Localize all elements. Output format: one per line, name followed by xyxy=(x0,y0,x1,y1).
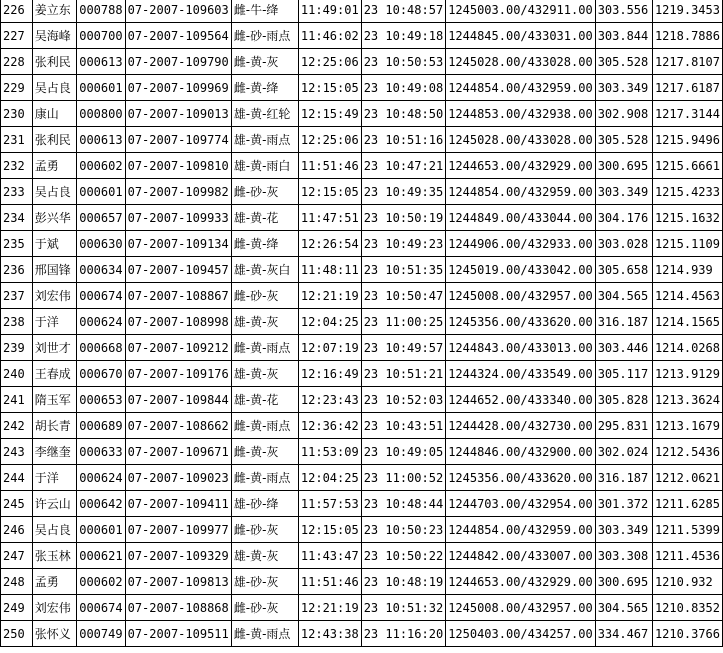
ring-number-cell: 07-2007-109969 xyxy=(125,75,231,101)
owner-name-cell: 许云山 xyxy=(32,491,76,517)
arrival-time-cell: 23 10:50:47 xyxy=(361,283,445,309)
distance-cell: 303.308 xyxy=(595,543,652,569)
distance-cell: 303.556 xyxy=(595,0,652,23)
coordinates-cell: 1245019.00/433042.00 xyxy=(446,257,596,283)
speed-cell: 1210.8352 xyxy=(652,595,722,621)
owner-name-cell: 王春成 xyxy=(32,361,76,387)
distance-cell: 303.349 xyxy=(595,517,652,543)
speed-cell: 1214.4563 xyxy=(652,283,722,309)
sex-color-cell: 雌-砂-灰 xyxy=(231,283,298,309)
distance-cell: 303.446 xyxy=(595,335,652,361)
coordinates-cell: 1244703.00/432954.00 xyxy=(446,491,596,517)
clock-time-cell: 12:07:19 xyxy=(298,335,361,361)
ring-number-cell: 07-2007-108868 xyxy=(125,595,231,621)
arrival-time-cell: 23 10:49:23 xyxy=(361,231,445,257)
coordinates-cell: 1245356.00/433620.00 xyxy=(446,465,596,491)
ring-number-cell: 07-2007-109134 xyxy=(125,231,231,257)
owner-name-cell: 张怀义 xyxy=(32,621,76,647)
table-row xyxy=(1,517,723,543)
arrival-time-cell: 23 10:48:57 xyxy=(361,0,445,23)
member-id-cell: 000689 xyxy=(77,413,125,439)
owner-name-cell: 刘宏伟 xyxy=(32,283,76,309)
coordinates-cell: 1244854.00/432959.00 xyxy=(446,75,596,101)
rank-cell: 243 xyxy=(1,439,33,465)
sex-color-cell: 雌-砂-灰 xyxy=(231,179,298,205)
speed-cell: 1211.5399 xyxy=(652,517,722,543)
speed-cell: 1215.1109 xyxy=(652,231,722,257)
sex-color-cell: 雌-牛-绛 xyxy=(231,0,298,23)
member-id-cell: 000601 xyxy=(77,75,125,101)
distance-cell: 303.028 xyxy=(595,231,652,257)
owner-name-cell: 彭兴华 xyxy=(32,205,76,231)
rank-cell: 244 xyxy=(1,465,33,491)
owner-name-cell: 康山 xyxy=(32,101,76,127)
speed-cell: 1210.3766 xyxy=(652,621,722,647)
distance-cell: 300.695 xyxy=(595,153,652,179)
coordinates-cell: 1244854.00/432959.00 xyxy=(446,517,596,543)
table-row xyxy=(1,335,723,361)
distance-cell: 305.528 xyxy=(595,49,652,75)
member-id-cell: 000633 xyxy=(77,439,125,465)
member-id-cell: 000613 xyxy=(77,127,125,153)
clock-time-cell: 12:43:38 xyxy=(298,621,361,647)
sex-color-cell: 雌-砂-灰 xyxy=(231,517,298,543)
member-id-cell: 000624 xyxy=(77,309,125,335)
distance-cell: 302.908 xyxy=(595,101,652,127)
sex-color-cell: 雌-黄-雨点 xyxy=(231,465,298,491)
member-id-cell: 000788 xyxy=(77,0,125,23)
member-id-cell: 000674 xyxy=(77,595,125,621)
coordinates-cell: 1245028.00/433028.00 xyxy=(446,49,596,75)
distance-cell: 305.117 xyxy=(595,361,652,387)
sex-color-cell: 雌-砂-灰 xyxy=(231,595,298,621)
table-row xyxy=(1,465,723,491)
arrival-time-cell: 23 10:49:08 xyxy=(361,75,445,101)
owner-name-cell: 隋玉军 xyxy=(32,387,76,413)
clock-time-cell: 12:04:25 xyxy=(298,309,361,335)
owner-name-cell: 张利民 xyxy=(32,49,76,75)
clock-time-cell: 11:57:53 xyxy=(298,491,361,517)
ring-number-cell: 07-2007-108998 xyxy=(125,309,231,335)
coordinates-cell: 1245356.00/433620.00 xyxy=(446,309,596,335)
arrival-time-cell: 23 10:50:19 xyxy=(361,205,445,231)
coordinates-cell: 1245028.00/433028.00 xyxy=(446,127,596,153)
arrival-time-cell: 23 10:49:05 xyxy=(361,439,445,465)
results-table-body xyxy=(1,0,723,647)
owner-name-cell: 张玉林 xyxy=(32,543,76,569)
speed-cell: 1211.6285 xyxy=(652,491,722,517)
member-id-cell: 000657 xyxy=(77,205,125,231)
coordinates-cell: 1244652.00/433340.00 xyxy=(446,387,596,413)
distance-cell: 305.828 xyxy=(595,387,652,413)
table-row xyxy=(1,101,723,127)
clock-time-cell: 11:51:46 xyxy=(298,153,361,179)
rank-cell: 237 xyxy=(1,283,33,309)
owner-name-cell: 胡长青 xyxy=(32,413,76,439)
sex-color-cell: 雄-黄-红轮 xyxy=(231,101,298,127)
member-id-cell: 000700 xyxy=(77,23,125,49)
table-row xyxy=(1,543,723,569)
rank-cell: 235 xyxy=(1,231,33,257)
rank-cell: 242 xyxy=(1,413,33,439)
arrival-time-cell: 23 10:49:35 xyxy=(361,179,445,205)
member-id-cell: 000602 xyxy=(77,569,125,595)
sex-color-cell: 雌-黄-灰 xyxy=(231,49,298,75)
speed-cell: 1213.9129 xyxy=(652,361,722,387)
clock-time-cell: 12:36:42 xyxy=(298,413,361,439)
sex-color-cell: 雄-黄-灰白 xyxy=(231,257,298,283)
ring-number-cell: 07-2007-109813 xyxy=(125,569,231,595)
table-row xyxy=(1,205,723,231)
arrival-time-cell: 23 10:49:57 xyxy=(361,335,445,361)
sex-color-cell: 雌-黄-绛 xyxy=(231,231,298,257)
sex-color-cell: 雌-黄-绛 xyxy=(231,75,298,101)
speed-cell: 1217.3144 xyxy=(652,101,722,127)
owner-name-cell: 孟勇 xyxy=(32,569,76,595)
arrival-time-cell: 23 10:47:21 xyxy=(361,153,445,179)
distance-cell: 303.349 xyxy=(595,75,652,101)
speed-cell: 1211.4536 xyxy=(652,543,722,569)
table-row xyxy=(1,179,723,205)
rank-cell: 228 xyxy=(1,49,33,75)
speed-cell: 1214.939 xyxy=(652,257,722,283)
speed-cell: 1217.6187 xyxy=(652,75,722,101)
clock-time-cell: 12:26:54 xyxy=(298,231,361,257)
sex-color-cell: 雌-黄-雨点 xyxy=(231,335,298,361)
table-row xyxy=(1,23,723,49)
arrival-time-cell: 23 10:48:19 xyxy=(361,569,445,595)
coordinates-cell: 1244906.00/432933.00 xyxy=(446,231,596,257)
arrival-time-cell: 23 10:48:50 xyxy=(361,101,445,127)
clock-time-cell: 12:15:05 xyxy=(298,517,361,543)
owner-name-cell: 吴海峰 xyxy=(32,23,76,49)
member-id-cell: 000601 xyxy=(77,517,125,543)
owner-name-cell: 于洋 xyxy=(32,465,76,491)
rank-cell: 241 xyxy=(1,387,33,413)
clock-time-cell: 11:48:11 xyxy=(298,257,361,283)
clock-time-cell: 11:51:46 xyxy=(298,569,361,595)
sex-color-cell: 雄-黄-雨白 xyxy=(231,153,298,179)
table-row xyxy=(1,0,723,23)
coordinates-cell: 1244853.00/432938.00 xyxy=(446,101,596,127)
distance-cell: 334.467 xyxy=(595,621,652,647)
ring-number-cell: 07-2007-109810 xyxy=(125,153,231,179)
table-row xyxy=(1,127,723,153)
speed-cell: 1213.3624 xyxy=(652,387,722,413)
member-id-cell: 000630 xyxy=(77,231,125,257)
rank-cell: 227 xyxy=(1,23,33,49)
coordinates-cell: 1244854.00/432959.00 xyxy=(446,179,596,205)
sex-color-cell: 雄-黄-花 xyxy=(231,205,298,231)
owner-name-cell: 刘世才 xyxy=(32,335,76,361)
sex-color-cell: 雄-黄-灰 xyxy=(231,543,298,569)
sex-color-cell: 雌-黄-灰 xyxy=(231,439,298,465)
ring-number-cell: 07-2007-109457 xyxy=(125,257,231,283)
distance-cell: 304.565 xyxy=(595,595,652,621)
owner-name-cell: 于斌 xyxy=(32,231,76,257)
sex-color-cell: 雄-黄-花 xyxy=(231,387,298,413)
arrival-time-cell: 23 10:50:22 xyxy=(361,543,445,569)
table-row xyxy=(1,439,723,465)
coordinates-cell: 1245008.00/432957.00 xyxy=(446,595,596,621)
distance-cell: 304.565 xyxy=(595,283,652,309)
rank-cell: 230 xyxy=(1,101,33,127)
member-id-cell: 000621 xyxy=(77,543,125,569)
distance-cell: 301.372 xyxy=(595,491,652,517)
rank-cell: 239 xyxy=(1,335,33,361)
rank-cell: 226 xyxy=(1,0,33,23)
owner-name-cell: 李继奎 xyxy=(32,439,76,465)
clock-time-cell: 11:53:09 xyxy=(298,439,361,465)
arrival-time-cell: 23 10:51:21 xyxy=(361,361,445,387)
clock-time-cell: 12:15:05 xyxy=(298,179,361,205)
member-id-cell: 000642 xyxy=(77,491,125,517)
ring-number-cell: 07-2007-109564 xyxy=(125,23,231,49)
clock-time-cell: 12:15:05 xyxy=(298,75,361,101)
ring-number-cell: 07-2007-109671 xyxy=(125,439,231,465)
arrival-time-cell: 23 11:00:25 xyxy=(361,309,445,335)
speed-cell: 1219.3453 xyxy=(652,0,722,23)
rank-cell: 238 xyxy=(1,309,33,335)
ring-number-cell: 07-2007-109212 xyxy=(125,335,231,361)
speed-cell: 1214.0268 xyxy=(652,335,722,361)
rank-cell: 246 xyxy=(1,517,33,543)
table-row xyxy=(1,413,723,439)
sex-color-cell: 雄-砂-灰 xyxy=(231,569,298,595)
owner-name-cell: 吴占良 xyxy=(32,179,76,205)
speed-cell: 1217.8107 xyxy=(652,49,722,75)
arrival-time-cell: 23 10:49:18 xyxy=(361,23,445,49)
rank-cell: 249 xyxy=(1,595,33,621)
coordinates-cell: 1244845.00/433031.00 xyxy=(446,23,596,49)
table-row xyxy=(1,49,723,75)
arrival-time-cell: 23 10:52:03 xyxy=(361,387,445,413)
speed-cell: 1212.0621 xyxy=(652,465,722,491)
ring-number-cell: 07-2007-108662 xyxy=(125,413,231,439)
coordinates-cell: 1250403.00/434257.00 xyxy=(446,621,596,647)
clock-time-cell: 12:23:43 xyxy=(298,387,361,413)
member-id-cell: 000668 xyxy=(77,335,125,361)
ring-number-cell: 07-2007-109411 xyxy=(125,491,231,517)
rank-cell: 232 xyxy=(1,153,33,179)
distance-cell: 316.187 xyxy=(595,309,652,335)
coordinates-cell: 1245003.00/432911.00 xyxy=(446,0,596,23)
rank-cell: 229 xyxy=(1,75,33,101)
distance-cell: 295.831 xyxy=(595,413,652,439)
arrival-time-cell: 23 10:51:16 xyxy=(361,127,445,153)
ring-number-cell: 07-2007-109603 xyxy=(125,0,231,23)
clock-time-cell: 12:16:49 xyxy=(298,361,361,387)
speed-cell: 1215.9496 xyxy=(652,127,722,153)
speed-cell: 1215.1632 xyxy=(652,205,722,231)
clock-time-cell: 12:04:25 xyxy=(298,465,361,491)
rank-cell: 231 xyxy=(1,127,33,153)
member-id-cell: 000601 xyxy=(77,179,125,205)
arrival-time-cell: 23 11:16:20 xyxy=(361,621,445,647)
coordinates-cell: 1244428.00/432730.00 xyxy=(446,413,596,439)
rank-cell: 233 xyxy=(1,179,33,205)
member-id-cell: 000634 xyxy=(77,257,125,283)
ring-number-cell: 07-2007-109013 xyxy=(125,101,231,127)
clock-time-cell: 11:46:02 xyxy=(298,23,361,49)
clock-time-cell: 12:25:06 xyxy=(298,49,361,75)
table-row xyxy=(1,231,723,257)
clock-time-cell: 11:47:51 xyxy=(298,205,361,231)
sex-color-cell: 雄-黄-灰 xyxy=(231,309,298,335)
member-id-cell: 000602 xyxy=(77,153,125,179)
distance-cell: 304.176 xyxy=(595,205,652,231)
coordinates-cell: 1244653.00/432929.00 xyxy=(446,569,596,595)
speed-cell: 1215.6661 xyxy=(652,153,722,179)
arrival-time-cell: 23 10:48:44 xyxy=(361,491,445,517)
speed-cell: 1212.5436 xyxy=(652,439,722,465)
ring-number-cell: 07-2007-109790 xyxy=(125,49,231,75)
sex-color-cell: 雄-黄-灰 xyxy=(231,361,298,387)
table-row xyxy=(1,595,723,621)
distance-cell: 300.695 xyxy=(595,569,652,595)
owner-name-cell: 姜立东 xyxy=(32,0,76,23)
rank-cell: 247 xyxy=(1,543,33,569)
member-id-cell: 000613 xyxy=(77,49,125,75)
member-id-cell: 000800 xyxy=(77,101,125,127)
member-id-cell: 000670 xyxy=(77,361,125,387)
distance-cell: 305.528 xyxy=(595,127,652,153)
ring-number-cell: 07-2007-109982 xyxy=(125,179,231,205)
ring-number-cell: 07-2007-109844 xyxy=(125,387,231,413)
coordinates-cell: 1244842.00/433007.00 xyxy=(446,543,596,569)
coordinates-cell: 1244843.00/433013.00 xyxy=(446,335,596,361)
speed-cell: 1210.932 xyxy=(652,569,722,595)
clock-time-cell: 11:49:01 xyxy=(298,0,361,23)
clock-time-cell: 12:25:06 xyxy=(298,127,361,153)
ring-number-cell: 07-2007-109774 xyxy=(125,127,231,153)
table-row xyxy=(1,75,723,101)
table-row xyxy=(1,309,723,335)
table-row xyxy=(1,257,723,283)
table-row xyxy=(1,283,723,309)
rank-cell: 248 xyxy=(1,569,33,595)
clock-time-cell: 12:21:19 xyxy=(298,283,361,309)
rank-cell: 250 xyxy=(1,621,33,647)
table-row xyxy=(1,491,723,517)
sex-color-cell: 雌-黄-雨点 xyxy=(231,413,298,439)
member-id-cell: 000624 xyxy=(77,465,125,491)
arrival-time-cell: 23 10:43:51 xyxy=(361,413,445,439)
table-row xyxy=(1,569,723,595)
owner-name-cell: 吴占良 xyxy=(32,517,76,543)
owner-name-cell: 吴占良 xyxy=(32,75,76,101)
ring-number-cell: 07-2007-109977 xyxy=(125,517,231,543)
ring-number-cell: 07-2007-109933 xyxy=(125,205,231,231)
sex-color-cell: 雌-黄-雨点 xyxy=(231,621,298,647)
arrival-time-cell: 23 10:50:23 xyxy=(361,517,445,543)
speed-cell: 1214.1565 xyxy=(652,309,722,335)
distance-cell: 316.187 xyxy=(595,465,652,491)
table-row xyxy=(1,361,723,387)
arrival-time-cell: 23 10:51:35 xyxy=(361,257,445,283)
ring-number-cell: 07-2007-109511 xyxy=(125,621,231,647)
sex-color-cell: 雌-砂-雨点 xyxy=(231,23,298,49)
coordinates-cell: 1244846.00/432900.00 xyxy=(446,439,596,465)
ring-number-cell: 07-2007-109176 xyxy=(125,361,231,387)
distance-cell: 305.658 xyxy=(595,257,652,283)
member-id-cell: 000653 xyxy=(77,387,125,413)
table-row xyxy=(1,621,723,647)
member-id-cell: 000749 xyxy=(77,621,125,647)
rank-cell: 240 xyxy=(1,361,33,387)
owner-name-cell: 刘宏伟 xyxy=(32,595,76,621)
coordinates-cell: 1244653.00/432929.00 xyxy=(446,153,596,179)
owner-name-cell: 于洋 xyxy=(32,309,76,335)
rank-cell: 245 xyxy=(1,491,33,517)
rank-cell: 236 xyxy=(1,257,33,283)
clock-time-cell: 12:15:49 xyxy=(298,101,361,127)
owner-name-cell: 邢国锋 xyxy=(32,257,76,283)
owner-name-cell: 张利民 xyxy=(32,127,76,153)
rank-cell: 234 xyxy=(1,205,33,231)
owner-name-cell: 孟勇 xyxy=(32,153,76,179)
ring-number-cell: 07-2007-109329 xyxy=(125,543,231,569)
distance-cell: 303.844 xyxy=(595,23,652,49)
sex-color-cell: 雄-黄-雨点 xyxy=(231,127,298,153)
ring-number-cell: 07-2007-108867 xyxy=(125,283,231,309)
arrival-time-cell: 23 10:50:53 xyxy=(361,49,445,75)
clock-time-cell: 11:43:47 xyxy=(298,543,361,569)
speed-cell: 1215.4233 xyxy=(652,179,722,205)
coordinates-cell: 1245008.00/432957.00 xyxy=(446,283,596,309)
distance-cell: 303.349 xyxy=(595,179,652,205)
distance-cell: 302.024 xyxy=(595,439,652,465)
arrival-time-cell: 23 11:00:52 xyxy=(361,465,445,491)
table-row xyxy=(1,387,723,413)
coordinates-cell: 1244849.00/433044.00 xyxy=(446,205,596,231)
member-id-cell: 000674 xyxy=(77,283,125,309)
ring-number-cell: 07-2007-109023 xyxy=(125,465,231,491)
table-row xyxy=(1,153,723,179)
speed-cell: 1213.1679 xyxy=(652,413,722,439)
speed-cell: 1218.7886 xyxy=(652,23,722,49)
coordinates-cell: 1244324.00/433549.00 xyxy=(446,361,596,387)
sex-color-cell: 雄-砂-绛 xyxy=(231,491,298,517)
arrival-time-cell: 23 10:51:32 xyxy=(361,595,445,621)
clock-time-cell: 12:21:19 xyxy=(298,595,361,621)
